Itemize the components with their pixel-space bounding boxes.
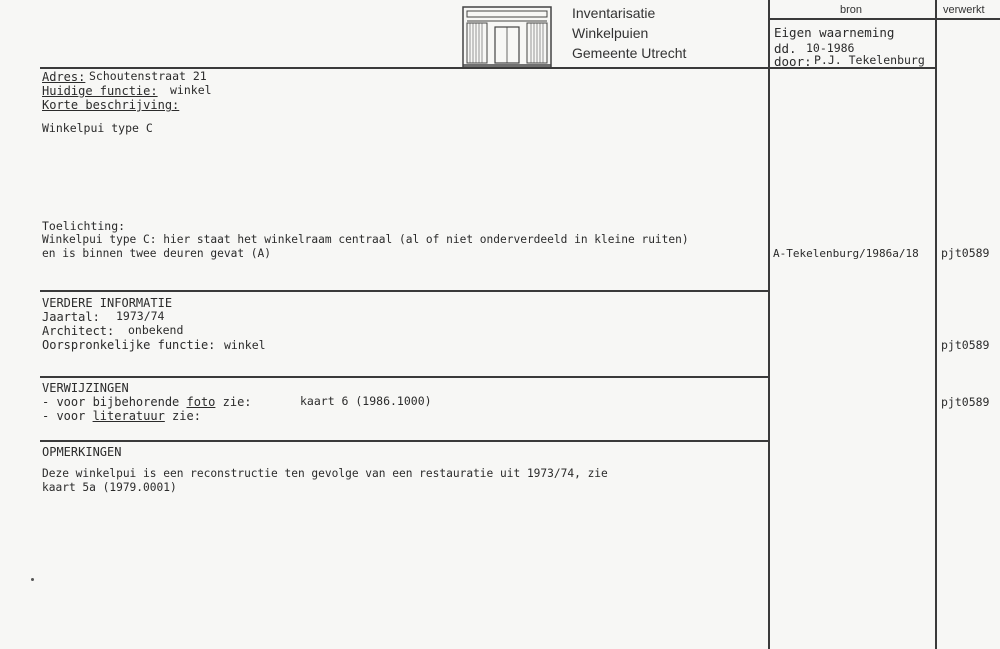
source-by-value: P.J. Tekelenburg xyxy=(814,53,925,67)
section-divider-1 xyxy=(40,290,768,292)
section-divider-3 xyxy=(40,440,768,442)
jaartal-value: 1973/74 xyxy=(116,309,165,323)
huidige-functie-value: winkel xyxy=(170,83,212,97)
section-divider-2 xyxy=(40,376,768,378)
title-line-3: Gemeente Utrecht xyxy=(572,45,687,61)
source-observation: Eigen waarneming xyxy=(774,25,895,40)
verdere-informatie-heading: VERDERE INFORMATIE xyxy=(42,296,173,310)
oorspronkelijke-functie-label: Oorspronkelijke functie: xyxy=(42,338,216,352)
lit-suffix: zie: xyxy=(164,409,201,423)
title-line-1: Inventarisatie xyxy=(572,5,656,21)
paper-speck xyxy=(31,578,34,581)
architect-label: Architect: xyxy=(42,324,115,338)
column-header-bron: bron xyxy=(840,4,863,16)
oorspronkelijke-functie-value: winkel xyxy=(224,338,266,352)
lit-prefix: - voor xyxy=(42,409,93,423)
architect-value: onbekend xyxy=(128,323,184,337)
foto-word: foto xyxy=(186,395,216,409)
huidige-functie-label: Huidige functie: xyxy=(42,84,158,98)
toelichting-verwerkt-code: pjt0589 xyxy=(941,246,990,260)
adres-label: Adres: xyxy=(42,70,86,84)
opmerkingen-line-2: kaart 5a (1979.0001) xyxy=(42,481,177,494)
foto-reference-line xyxy=(42,396,252,409)
header-divider xyxy=(768,18,1000,20)
korte-beschrijving-value: Winkelpui type C xyxy=(42,121,153,135)
lit-word: literatuur xyxy=(92,409,165,423)
storefront-logo-icon xyxy=(461,5,553,69)
source-date-label: dd. xyxy=(774,41,797,56)
source-date-value: 10-1986 xyxy=(806,41,855,55)
column-header-verwerkt: verwerkt xyxy=(943,4,985,16)
verdere-verwerkt-code: pjt0589 xyxy=(941,338,990,352)
verwijzingen-heading: VERWIJZINGEN xyxy=(42,381,129,395)
opmerkingen-heading: OPMERKINGEN xyxy=(42,445,122,459)
toelichting-line-2: en is binnen twee deuren gevat (A) xyxy=(42,247,272,260)
literatuur-reference-line xyxy=(42,410,201,423)
opmerkingen-line-1: Deze winkelpui is een reconstructie ten gevolge van een restauratie uit 1973/74, zie xyxy=(42,467,608,480)
adres-value: Schoutenstraat 21 xyxy=(89,69,207,83)
toelichting-bron-reference: A-Tekelenburg/1986a/18 xyxy=(773,247,919,260)
verwerkt-column-rule xyxy=(935,0,937,649)
korte-beschrijving-label: Korte beschrijving: xyxy=(42,98,180,112)
title-line-2: Winkelpuien xyxy=(572,25,649,41)
foto-prefix: - voor bijbehorende xyxy=(42,395,187,409)
foto-suffix: zie: xyxy=(215,395,252,409)
toelichting-label: Toelichting: xyxy=(42,219,126,233)
verwijzingen-verwerkt-code: pjt0589 xyxy=(941,395,990,409)
bron-column-rule xyxy=(768,0,770,649)
source-by-label: door: xyxy=(774,54,812,69)
foto-reference-value: kaart 6 (1986.1000) xyxy=(300,394,432,408)
toelichting-line-1: Winkelpui type C: hier staat het winkelraam centraal (al of niet onderverdeeld in kleine ruiten) xyxy=(42,233,689,246)
jaartal-label: Jaartal: xyxy=(42,310,100,324)
